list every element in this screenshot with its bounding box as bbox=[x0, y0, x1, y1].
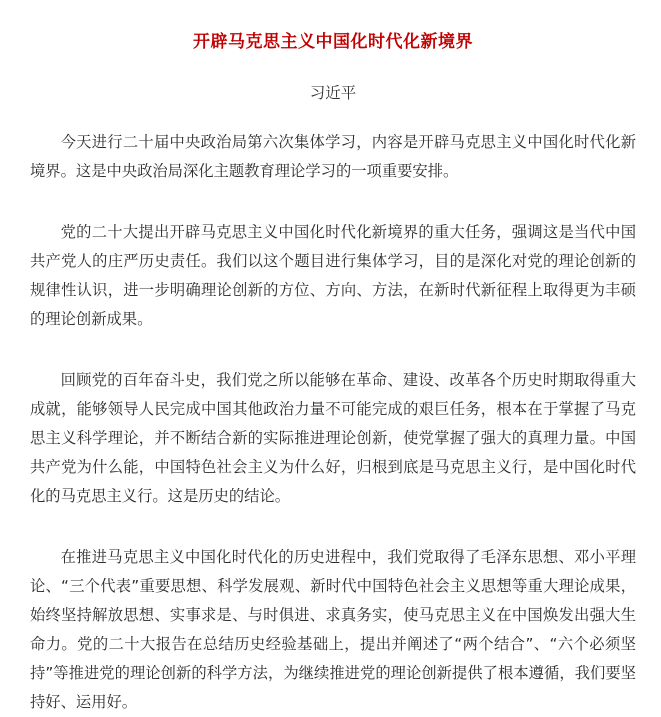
paragraph-4: 在推进马克思主义中国化时代化的历史进程中，我们党取得了毛泽东思想、邓小平理论、“三个代表”重要思想、科学发展观、新时代中国特色社会主义思想等重大理论成果，始终坚持解放思想、实事求是、与时俱进、求真务实，使马克思主义在中国焕发出强大生命力。党的二十大报告在总结历史经验基础上，提出并阐述了“两个结合”、“六个必须坚持”等推进党的理论创新的科学方法，为继续推进党的理论创新提供了根本遵循，我们要坚持好、运用好。 bbox=[30, 548, 636, 711]
article-author: 习近平 bbox=[309, 84, 357, 102]
paragraph-1: 今天进行二十届中央政治局第六次集体学习，内容是开辟马克思主义中国化时代化新境界。这是中央政治局深化主题教育理论学习的一项重要安排。 bbox=[30, 133, 636, 180]
paragraph-3: 回顾党的百年奋斗史，我们党之所以能够在革命、建设、改革各个历史时期取得重大成就，能够领导人民完成中国其他政治力量不可能完成的艰巨任务，根本在于掌握了马克思主义科学理论，并不断结合新的实际推进理论创新，使党掌握了强大的真理力量。中国共产党为什么能，中国特色社会主义为什么好，归根到底是马克思主义行，是中国化时代化的马克思主义行。这是历史的结论。 bbox=[30, 371, 636, 505]
article-title: 开辟马克思主义中国化时代化新境界 bbox=[193, 32, 473, 52]
paragraph-2: 党的二十大提出开辟马克思主义中国化时代化新境界的重大任务，强调这是当代中国共产党人的庄严历史责任。我们以这个题目进行集体学习，目的是深化对党的理论创新的规律性认识，进一步明确理论创新的方位、方向、方法，在新时代新征程上取得更为丰硕的理论创新成果。 bbox=[30, 223, 636, 328]
